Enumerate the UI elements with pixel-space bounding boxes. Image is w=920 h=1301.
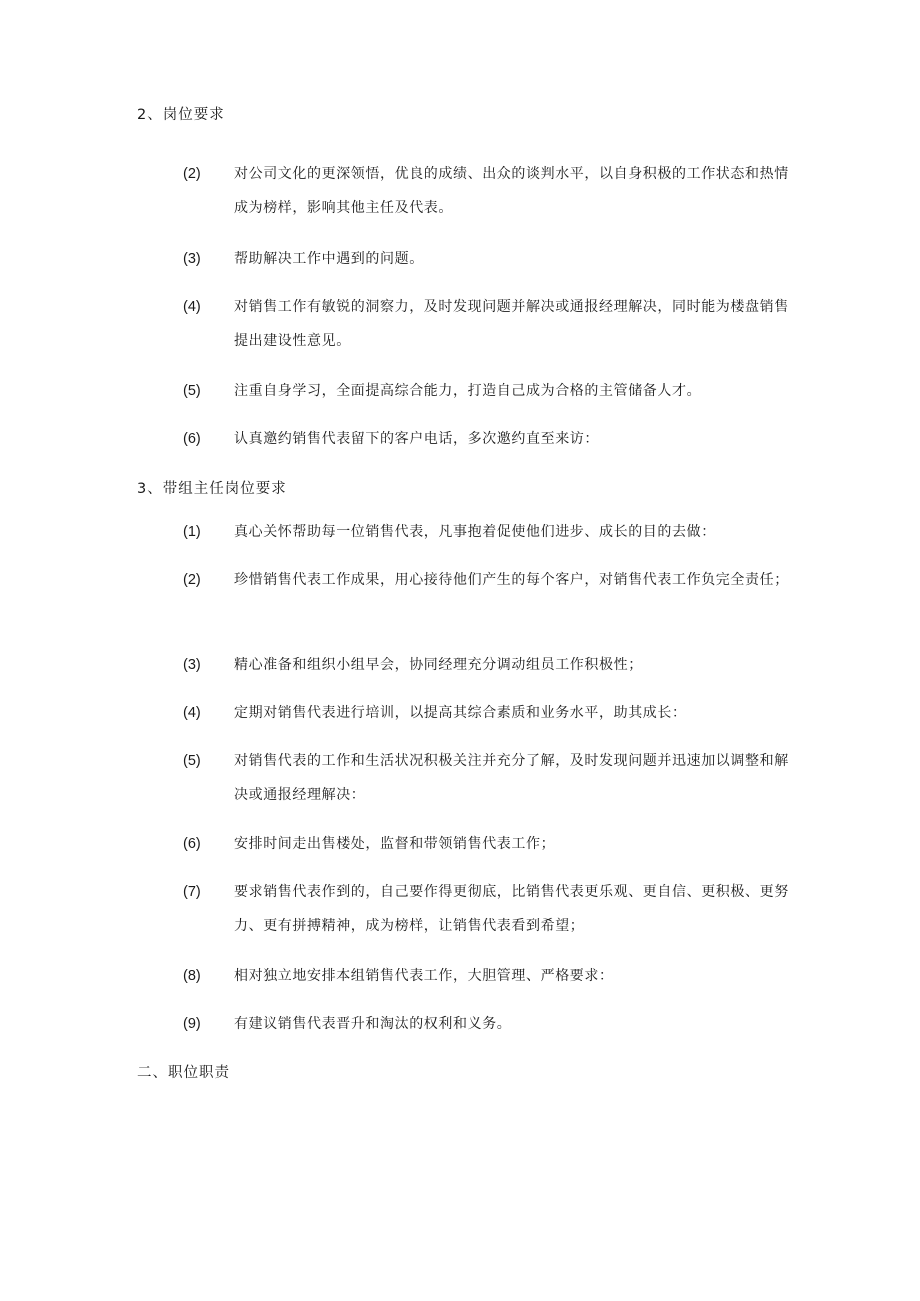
- item-text: 要求销售代表作到的，自己要作得更彻底，比销售代表更乐观、更自信、更积极、更努力、更有拼搏精神，成为榜样，让销售代表看到希望；: [234, 884, 789, 934]
- item-number: (2): [183, 572, 201, 588]
- item-number: (6): [183, 431, 201, 447]
- item-text: 精心准备和组织小组早会，协同经理充分调动组员工作积极性；: [234, 657, 643, 673]
- item-number: (4): [183, 705, 201, 721]
- item-number: (3): [183, 657, 201, 673]
- item-text: 珍惜销售代表工作成果，用心接待他们产生的每个客户，对销售代表工作负完全责任；: [234, 572, 789, 588]
- item-number: (9): [183, 1016, 201, 1032]
- item-number: (6): [183, 836, 201, 852]
- item-text: 对销售工作有敏锐的洞察力，及时发现问题并解决或通报经理解决，同时能为楼盘销售提出建设性意见。: [234, 299, 789, 349]
- item-text: 对公司文化的更深领悟，优良的成绩、出众的谈判水平，以自身积极的工作状态和热情成为榜样，影响其他主任及代表。: [234, 166, 789, 216]
- item-number: (4): [183, 299, 201, 315]
- item-number: (1): [183, 524, 201, 540]
- item-number: (5): [183, 383, 201, 399]
- item-number: (3): [183, 251, 201, 267]
- section-heading-group-leader-requirements: 3、带组主任岗位要求: [137, 481, 287, 497]
- item-text: 对销售代表的工作和生活状况积极关注并充分了解，及时发现问题并迅速加以调整和解决或通报经理解决：: [234, 753, 789, 803]
- item-number: (7): [183, 884, 201, 900]
- item-text: 认真邀约销售代表留下的客户电话，多次邀约直至来访：: [234, 431, 599, 447]
- item-text: 注重自身学习，全面提高综合能力，打造自己成为合格的主管储备人才。: [234, 383, 702, 399]
- item-text: 有建议销售代表晋升和淘汰的权利和义务。: [234, 1016, 512, 1032]
- item-text: 相对独立地安排本组销售代表工作，大胆管理、严格要求：: [234, 968, 614, 984]
- item-text: 帮助解决工作中遇到的问题。: [234, 251, 424, 267]
- section-heading-job-requirements: 2、岗位要求: [137, 107, 225, 123]
- section-heading-job-duties: 二、职位职责: [137, 1065, 230, 1081]
- item-text: 定期对销售代表进行培训，以提高其综合素质和业务水平，助其成长：: [234, 705, 687, 721]
- item-text: 真心关怀帮助每一位销售代表，凡事抱着促使他们进步、成长的目的去做：: [234, 524, 716, 540]
- item-number: (5): [183, 753, 201, 769]
- item-number: (8): [183, 968, 201, 984]
- item-number: (2): [183, 166, 201, 182]
- item-text: 安排时间走出售楼处，监督和带领销售代表工作；: [234, 836, 556, 852]
